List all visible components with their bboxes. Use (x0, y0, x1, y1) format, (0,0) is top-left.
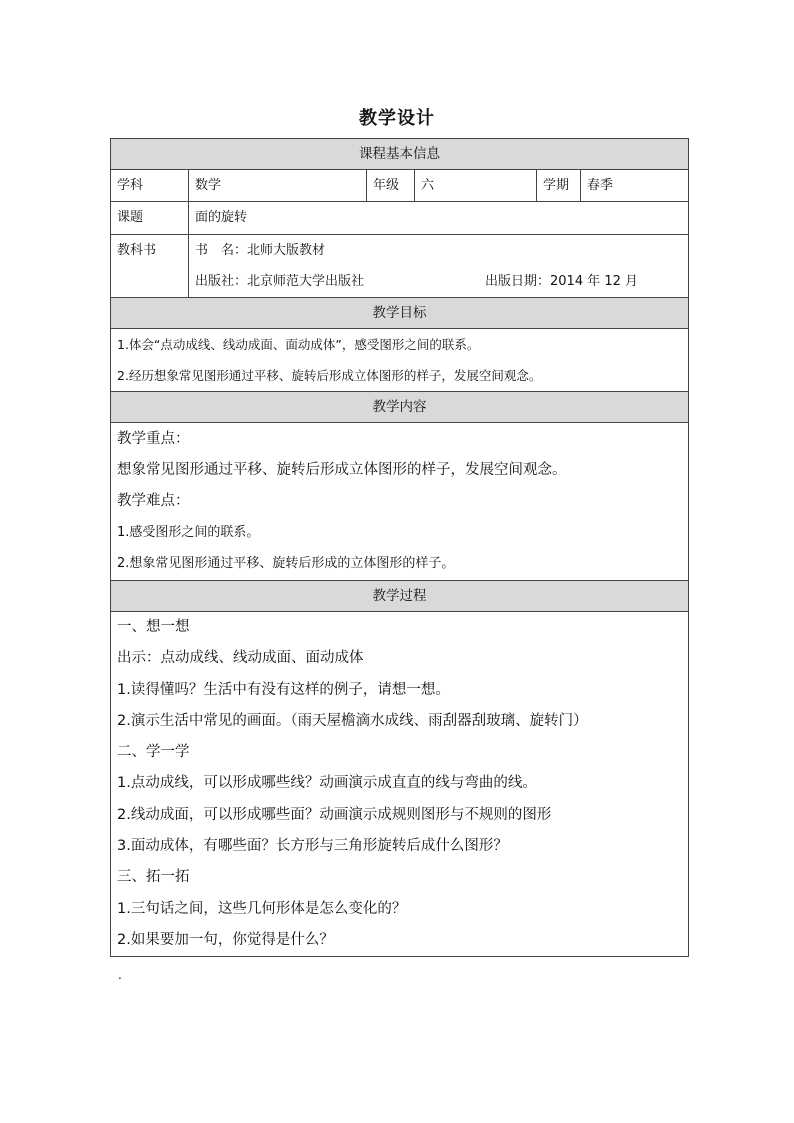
document-title: 教学设计 (359, 108, 435, 129)
publisher: 出版社：北京师范大学出版社 (195, 274, 365, 289)
subject-value: 数学 (189, 170, 367, 202)
textbook-label: 教科书 (111, 235, 189, 298)
section-header-content: 教学内容 (111, 392, 689, 423)
key-point-text: 想象常见图形通过平移、旋转后形成立体图形的样子，发展空间观念。 (117, 462, 567, 478)
section-header-objectives: 教学目标 (111, 298, 689, 329)
difficulty-item: 1.感受图形之间的联系。 (117, 525, 260, 540)
book-name: 书 名：北师大版教材 (195, 243, 326, 258)
subject-label: 学科 (111, 170, 189, 202)
process-line: 1.读得懂吗？生活中有没有这样的例子，请想一想。 (117, 681, 450, 698)
content-body (111, 423, 689, 581)
process-line: 出示：点动成线、线动成面、面动成体 (117, 650, 364, 667)
difficulty-label: 教学难点： (117, 493, 190, 509)
section-header-basic-info: 课程基本信息 (111, 139, 689, 170)
objective-item: 2.经历想象常见图形通过平移、旋转后形成立体图形的样子，发展空间观念。 (117, 368, 542, 383)
process-heading: 三、拓一拓 (117, 869, 190, 886)
process-line: 2.演示生活中常见的画面。（雨天屋檐滴水成线、雨刮器刮玻璃、旋转门） (117, 712, 588, 729)
process-heading: 一、想一想 (117, 619, 190, 635)
grade-value: 六 (415, 170, 537, 202)
topic-value: 面的旋转 (189, 202, 689, 235)
info-row (111, 170, 689, 202)
key-point-label: 教学重点： (117, 431, 190, 447)
process-line: 3.面动成体，有哪些面？长方形与三角形旋转后成什么图形？ (117, 838, 508, 855)
process-row (111, 612, 689, 957)
term-value: 春季 (581, 170, 689, 202)
process-line: 2.如果要加一句，你觉得是什么？ (117, 931, 334, 948)
lesson-plan-table (110, 138, 689, 957)
topic-label: 课题 (111, 202, 189, 235)
process-line: 1.三句话之间，这些几何形体是怎么变化的？ (117, 900, 407, 917)
publisher-line (195, 266, 682, 297)
objectives-row (111, 329, 689, 392)
grade-label: 年级 (367, 170, 415, 202)
footer-mark: . (118, 968, 122, 982)
objectives-content (111, 329, 689, 392)
difficulty-item: 2.想象常见图形通过平移、旋转后形成的立体图形的样子。 (117, 556, 455, 571)
content-row (111, 423, 689, 581)
topic-row (111, 202, 689, 235)
process-heading: 二、学一学 (117, 744, 190, 761)
textbook-details (189, 235, 689, 298)
publish-date: 出版日期：2014 年 12 月 (485, 274, 639, 289)
process-line: 1.点动成线，可以形成哪些线？动画演示成直直的线与弯曲的线。 (117, 775, 537, 792)
process-line: 2.线动成面，可以形成哪些面？动画演示成规则图形与不规则的图形 (117, 806, 552, 823)
process-body (111, 612, 689, 957)
term-label: 学期 (537, 170, 581, 202)
section-header-process: 教学过程 (111, 581, 689, 612)
objective-item: 1.体会“点动成线、线动成面、面动成体”，感受图形之间的联系。 (117, 337, 480, 352)
textbook-row (111, 235, 689, 298)
